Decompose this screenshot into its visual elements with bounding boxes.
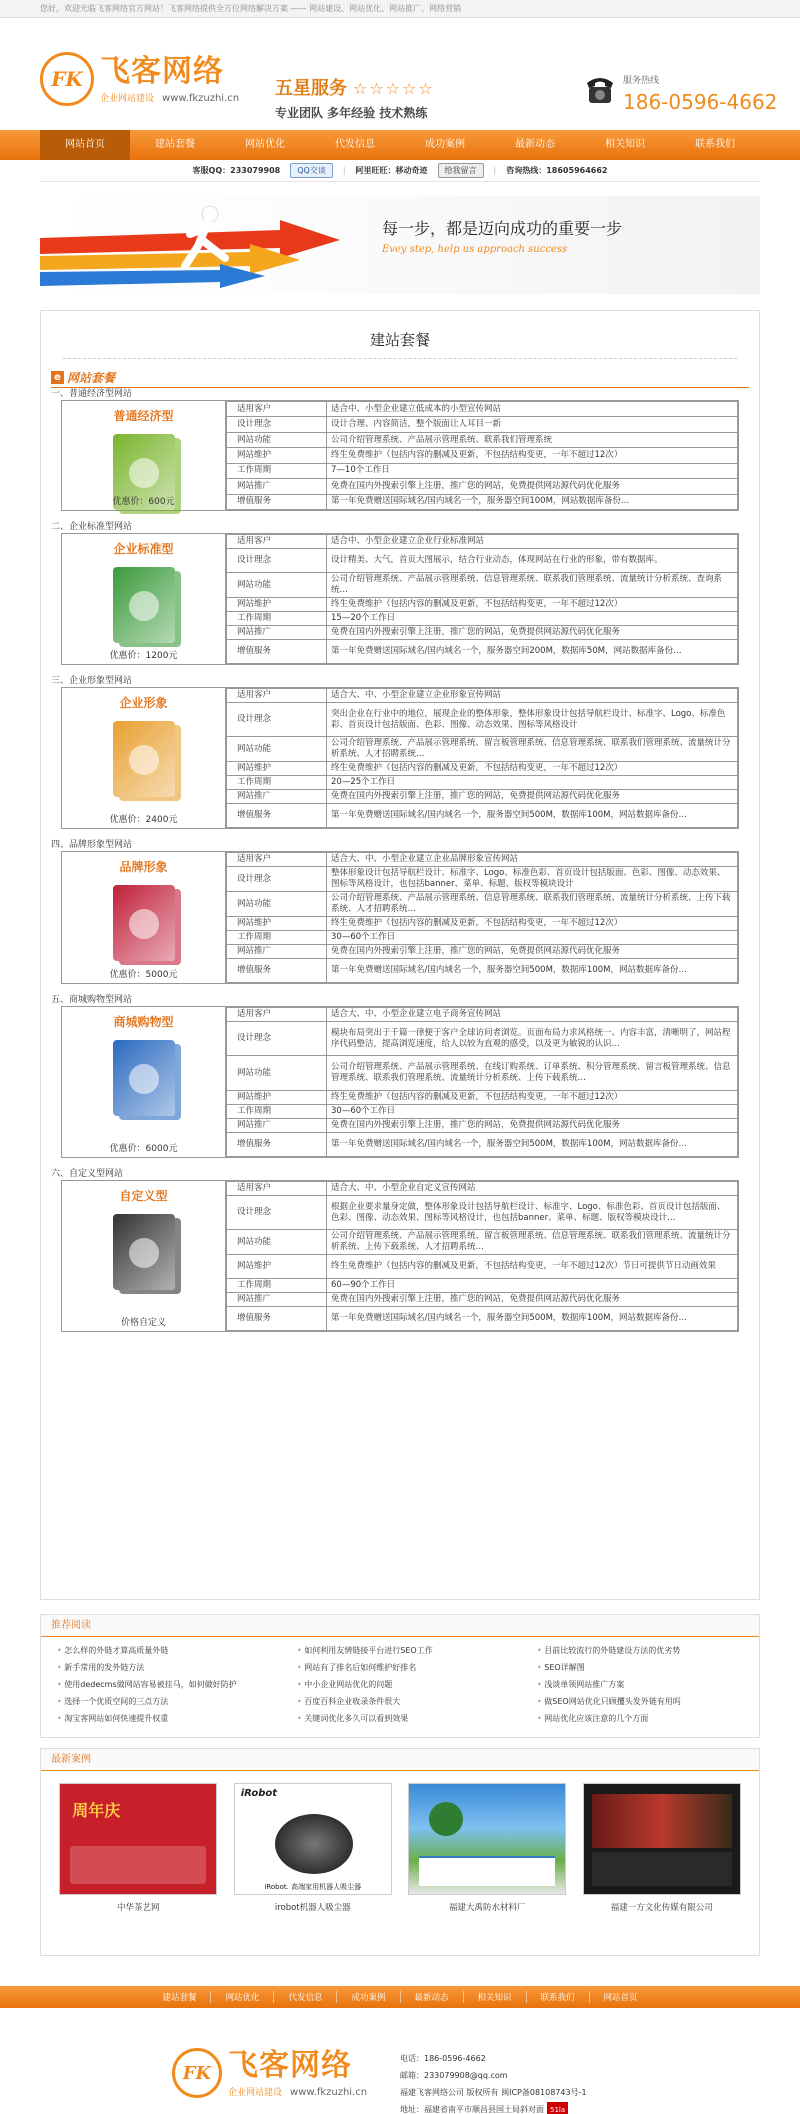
case-name[interactable]: 福建大禹防水材料厂 [448,1903,526,1913]
package-name: 企业形象 [119,696,168,710]
footer-nav-link[interactable]: 相关知识 [464,1991,527,2003]
table-row [227,448,738,463]
table-row [227,689,738,703]
package-price: 优惠价：6000元 [109,1144,178,1154]
spec-value: 适合大、中、小型企业自定义宣传网站 [327,1182,738,1196]
spec-key: 网站维护 [227,1255,327,1279]
spec-key: 适用客户 [227,1008,327,1022]
package-spec-table [226,401,738,510]
table-row [227,1230,738,1255]
table-row [227,1008,738,1022]
spec-value: 终生免费维护（包括内容的删减及更新，不包括结构变更，一年不超过12次） [327,448,738,463]
package-price: 优惠价：600元 [112,497,175,507]
table-row [227,917,738,931]
table-row [227,598,738,612]
table-row [227,1133,738,1157]
table-row [227,1196,738,1230]
case-thumb-caption: iRobot. 高端家用机器人吸尘器 [264,1883,362,1891]
spec-value: 终生免费维护（包括内容的删减及更新，不包括结构变更，一年不超过12次） [327,598,738,612]
footer-nav-link[interactable]: 最新动态 [401,1991,464,2003]
spec-value: 终生免费维护（包括内容的删减及更新，不包括结构变更，一年不超过12次） [327,917,738,931]
logo-url: www.fkzuzhi.cn [162,92,240,104]
package-block [51,521,749,665]
leave-message-button[interactable]: 给我留言 [438,163,484,178]
spec-key: 网站维护 [227,917,327,931]
spec-value: 公司介绍管理系统、产品展示管理系统、在线订购系统、订单系统、积分管理系统、留言板管理系统、信息管理系统、联系我们管理系统、流量统计分析系统、上传下载系统… [327,1056,738,1091]
case-name[interactable]: 福建一方文化传媒有限公司 [610,1903,713,1913]
slogan-sub: 专业团队 多年经验 技术熟练 [275,106,428,120]
spec-value: 7—10个工作日 [327,463,738,478]
nav-knowledge[interactable]: 相关知识 [605,139,645,150]
section-heading [51,369,749,386]
spec-value: 终生免费维护（包括内容的删减及更新，不包括结构变更，一年不超过12次） [327,1091,738,1105]
footer-info [400,2050,587,2114]
spec-value: 免费在国内外搜索引擎上注册，推广您的网站，免费提供网站源代码优化服务 [327,1293,738,1307]
table-row [227,892,738,917]
spec-key: 设计理念 [227,703,327,737]
table-row [227,1255,738,1279]
package-spec-table [226,534,738,664]
table-row [227,1293,738,1307]
spec-key: 网站功能 [227,1056,327,1091]
consult-tel: 咨询热线：18605964662 [506,166,608,175]
footer-logo-sub: 企业网站建设 [228,2087,283,2098]
footer-nav-link[interactable]: 代发信息 [274,1991,337,2003]
footer-nav-link[interactable]: 建站套餐 [148,1991,211,2003]
reading-link[interactable]: • SEO详解图 [537,1660,767,1676]
package-price: 优惠价：2400元 [109,815,178,825]
spec-key: 网站功能 [227,892,327,917]
package-card[interactable] [62,401,226,510]
spec-value: 第一年免费赠送国际域名/国内域名一个，服务器空间500M，数据库100M，网站数据库备份… [327,959,738,983]
package-spec-table [226,1181,738,1331]
spec-value: 公司介绍管理系统、产品展示管理系统、信息管理系统、联系我们管理系统、流量统计分析系统、上传下载系统、人才招聘系统… [327,892,738,917]
telephone-icon [585,73,615,105]
nav-cases[interactable]: 成功案例 [425,139,465,150]
spec-key: 增值服务 [227,804,327,828]
spec-value: 免费在国内外搜索引擎上注册，推广您的网站，免费提供网站源代码优化服务 [327,626,738,640]
table-row [227,1182,738,1196]
package-heading: 三、企业形象型网站 [51,676,133,686]
main-nav [0,130,800,160]
package-price: 优惠价：1200元 [109,651,178,661]
spec-value: 30—60个工作日 [327,931,738,945]
logo-mark: FK [40,52,94,106]
spec-value: 设计精美、大气，首页大图展示，结合行业动态，体现网站在行业的形象，带有数据库。 [327,549,738,573]
stats-badge[interactable]: 51la [547,2102,568,2114]
rating-stars: ☆☆☆☆☆ [353,79,435,98]
table-row [227,959,738,983]
spec-key: 工作周期 [227,463,327,478]
nav-seo[interactable]: 网站优化 [245,139,285,150]
reading-link[interactable]: • 网站有了排名后如何维护好排名 [297,1660,537,1676]
table-row [227,612,738,626]
spec-key: 增值服务 [227,959,327,983]
nav-contact[interactable]: 联系我们 [695,139,735,150]
spec-key: 网站维护 [227,1091,327,1105]
software-box-icon [113,721,175,797]
spec-value: 适合大、中、小型企业建立电子商务宣传网站 [327,1008,738,1022]
package-heading: 六、自定义型网站 [51,1169,124,1179]
case-item[interactable] [408,1783,566,1913]
spec-key: 设计理念 [227,417,327,432]
table-row [227,494,738,509]
spec-value: 20—25个工作日 [327,776,738,790]
latest-cases [40,1748,760,1956]
spec-value: 公司介绍管理系统、产品展示管理系统、联系我们管理系统 [327,432,738,447]
package-card[interactable] [62,1007,226,1157]
nav-posting[interactable]: 代发信息 [335,139,375,150]
reading-link[interactable]: • 浅谈单领网站推广方案 [537,1677,767,1693]
spec-key: 网站维护 [227,598,327,612]
package-block [51,994,749,1158]
banner-arrows-graphic [40,196,370,294]
spec-key: 适用客户 [227,535,327,549]
software-box-icon [113,1214,175,1290]
spec-value: 30—60个工作日 [327,1105,738,1119]
spec-value: 设计合理、内容简洁，整个版面让人耳目一新 [327,417,738,432]
spec-value: 免费在国内外搜索引擎上注册，推广您的网站，免费提供网站源代码优化服务 [327,479,738,494]
spec-value: 第一年免费赠送国际域名/国内域名一个，服务器空间500M，数据库100M，网站数据库备份… [327,1307,738,1331]
package-name: 商城购物型 [113,1015,174,1029]
spec-value: 适合大、中、小型企业建立企业形象宣传网站 [327,689,738,703]
package-block [51,839,749,984]
slogan-title: 五星服务 [275,78,347,99]
package-name: 自定义型 [119,1189,168,1203]
table-row [227,432,738,447]
spec-key: 设计理念 [227,1196,327,1230]
table-row [227,867,738,892]
spec-value: 公司介绍管理系统、产品展示管理系统、留言板管理系统、信息管理系统、联系我们管理系统、流量统计分析系统、人才招聘系统… [327,737,738,762]
spec-value: 15—20个工作日 [327,612,738,626]
spec-value: 整体形象设计包括导航栏设计、标准字、Logo、标准色彩、首页设计包括版面、色彩、图像、动态效果、图标等风格设计，也包括banner、菜单、标题、版权等模块设计 [327,867,738,892]
logo-sub: 企业网站建设 [100,93,155,104]
spec-key: 设计理念 [227,549,327,573]
package-list [51,388,749,1332]
site-logo[interactable] [40,52,239,106]
spec-key: 适用客户 [227,402,327,417]
reading-link[interactable]: • 目前比较流行的外链建设方法的优劣势 [537,1643,767,1659]
spec-value: 根据企业要求量身定做，整体形象设计包括导航栏设计、标准字、Logo、标准色彩、首页设计包括版面、色彩、图像、动态效果、图标等风格设计，也包括banner、菜单、标题、版权等模块设计… [327,1196,738,1230]
reading-list [41,1637,759,1727]
nav-home[interactable]: 网站首页 [40,130,130,160]
footer-nav [0,1986,800,2008]
spec-key: 网站功能 [227,737,327,762]
reading-link[interactable]: • 中小企业网站优化的问题 [297,1677,537,1693]
footer-logo-mark: FK [172,2048,222,2098]
spec-key: 适用客户 [227,689,327,703]
footer-email: 邮箱：233079908@qq.com [400,2071,508,2080]
section-e-icon: e [51,371,64,384]
footer-logo[interactable] [172,2048,367,2098]
footer-address: 地址：福建省南平市顺昌县国土局斜对面 [400,2105,544,2114]
spec-key: 工作周期 [227,776,327,790]
footer-nav-link[interactable]: 网站首页 [603,1993,638,2003]
table-row [227,640,738,664]
package-heading: 一、普通经济型网站 [51,389,133,399]
spec-value: 第一年免费赠送国际域名/国内域名一个，服务器空间100M，网站数据库备份… [327,494,738,509]
package-card[interactable] [62,852,226,983]
table-row [227,931,738,945]
spec-key: 网站推广 [227,790,327,804]
table-row [227,703,738,737]
footer-logo-url: www.fkzuzhi.cn [290,2086,368,2098]
spec-key: 设计理念 [227,1022,327,1056]
banner-title: 每一步，都是迈向成功的重要一步 [382,219,623,238]
spec-key: 网站推广 [227,1119,327,1133]
hotline [585,73,777,114]
hotline-number: 186-0596-4662 [623,90,778,114]
spec-key: 网站功能 [227,573,327,598]
page-title: 建站套餐 [63,311,737,359]
package-price: 优惠价：5000元 [109,970,178,980]
table-row [227,402,738,417]
table-row [227,417,738,432]
spec-key: 增值服务 [227,1133,327,1157]
spec-value: 第一年免费赠送国际域名/国内域名一个，服务器空间500M，数据库100M，网站数据库备份… [327,1133,738,1157]
case-thumbnail[interactable] [59,1783,217,1895]
package-spec-table [226,688,738,828]
spec-value: 公司介绍管理系统、产品展示管理系统、信息管理系统、联系我们管理系统、流量统计分析系统、查询系统… [327,573,738,598]
site-footer [0,2008,800,2114]
reading-link[interactable]: • 百度百科企业收录条件很大 [297,1694,537,1710]
spec-value: 第一年免费赠送国际域名/国内域名一个，服务器空间500M，数据库100M，网站数据库备份… [327,804,738,828]
spec-key: 设计理念 [227,867,327,892]
package-block [51,388,749,511]
spec-key: 网站功能 [227,432,327,447]
spec-key: 增值服务 [227,494,327,509]
package-spec-table [226,852,738,983]
spec-key: 工作周期 [227,612,327,626]
cases-title: 最新案例 [41,1749,759,1771]
case-thumbnail[interactable] [583,1783,741,1895]
spec-value: 突出企业在行业中的地位，展现企业的整体形象，整体形象设计包括导航栏设计、标准字、Logo、标准色彩、首页设计包括版面、色彩、图像、动态效果、图标等风格设计 [327,703,738,737]
banner [40,196,760,294]
table-row [227,1279,738,1293]
table-row [227,626,738,640]
spec-key: 网站推广 [227,945,327,959]
spec-value: 适合大、中、小型企业建立企业品牌形象宣传网站 [327,853,738,867]
package-name: 企业标准型 [113,542,174,556]
reading-link[interactable]: • 使用dedecms做网站容易被挂马，如何做好防护 [57,1677,297,1693]
spec-key: 增值服务 [227,1307,327,1331]
nav-packages[interactable]: 建站套餐 [155,139,195,150]
spec-value: 终生免费维护（包括内容的删减及更新，不包括结构变更，一年不超过12次）节日可提供节日动画效果 [327,1255,738,1279]
hotline-label: 服务热线 [623,76,660,86]
case-name[interactable]: irobot机器人吸尘器 [274,1903,351,1913]
recommended-reading [40,1614,760,1738]
spec-value: 免费在国内外搜索引擎上注册，推广您的网站，免费提供网站源代码优化服务 [327,1119,738,1133]
qq-label: 客服QQ：233079908 [192,166,281,175]
table-row [227,776,738,790]
site-header [0,18,800,130]
footer-company: 福建飞客网络公司 版权所有 闽ICP备08108743号-1 [400,2088,587,2097]
banner-subtitle: Evey step, help us approach success [382,244,568,255]
table-row [227,573,738,598]
spec-value: 公司介绍管理系统、产品展示管理系统、留言板管理系统、信息管理系统、联系我们管理系统、流量统计分析系统、上传下载系统、人才招聘系统… [327,1230,738,1255]
table-row [227,945,738,959]
spec-key: 网站推广 [227,626,327,640]
table-row [227,479,738,494]
package-price: 价格自定义 [120,1318,166,1328]
table-row [227,1056,738,1091]
reading-link[interactable]: • 选择一个优质空间的三点方法 [57,1694,297,1710]
spec-value: 免费在国内外搜索引擎上注册，推广您的网站，免费提供网站源代码优化服务 [327,945,738,959]
spec-key: 网站功能 [227,1230,327,1255]
table-row [227,1307,738,1331]
footer-logo-name: 飞客网络 [228,2047,352,2083]
slogan [275,74,435,121]
table-row [227,1091,738,1105]
qq-chat-button[interactable]: QQ交谈 [290,163,333,178]
logo-name: 飞客网络 [100,53,224,89]
reading-link[interactable]: • 怎么样的外链才算高质量外链 [57,1643,297,1659]
spec-value: 模块布局突出于千篇一律便于客户全球访问者浏览。页面布局力求风格统一、内容丰富，清晰明了，网站程序代码整洁，提高浏览速度，给人以较为直观的感受，以及更为敏锐的认识… [327,1022,738,1056]
software-box-icon [113,1040,175,1116]
spec-key: 增值服务 [227,640,327,664]
case-thumbnail[interactable] [234,1783,392,1895]
package-card[interactable] [62,534,226,664]
contact-bar: 客服QQ：233079908 QQ交谈 | 阿里旺旺：移动奇迹 给我留言 | 咨询热线：18605964662 [40,160,760,182]
spec-key: 网站维护 [227,762,327,776]
spec-key: 网站推广 [227,479,327,494]
software-box-icon [113,885,175,961]
footer-nav-link[interactable]: 网站优化 [211,1991,274,2003]
table-row [227,463,738,478]
spec-value: 60—90个工作日 [327,1279,738,1293]
spec-key: 工作周期 [227,1279,327,1293]
reading-link[interactable]: • 做SEO网站优化只顾攫头发外链有用吗 [537,1694,767,1710]
table-row [227,549,738,573]
reading-link[interactable]: • 如何利用友情链接平台进行SEO工作 [297,1643,537,1659]
spec-key: 适用客户 [227,853,327,867]
reading-link[interactable]: • 网站优化应该注意的几个方面 [537,1711,767,1727]
reading-link[interactable]: • 新手常用的发外链方法 [57,1660,297,1676]
table-row [227,737,738,762]
package-block [51,675,749,829]
spec-value: 免费在国内外搜索引擎上注册，推广您的网站，免费提供网站源代码优化服务 [327,790,738,804]
package-block [51,1168,749,1332]
table-row [227,790,738,804]
package-heading: 四、品牌形象型网站 [51,840,133,850]
spec-value: 适合中、小型企业建立低成本的小型宣传网站 [327,402,738,417]
package-spec-table [226,1007,738,1157]
package-name: 品牌形象 [119,860,168,874]
case-thumbnail[interactable] [408,1783,566,1895]
spec-value: 第一年免费赠送国际域名/国内域名一个，服务器空间200M，数据库50M，网站数据库备份… [327,640,738,664]
table-row [227,762,738,776]
spec-key: 网站推广 [227,1293,327,1307]
spec-key: 适用客户 [227,1182,327,1196]
case-item[interactable] [234,1783,392,1913]
table-row [227,1105,738,1119]
package-name: 普通经济型 [113,409,174,423]
reading-title: 推荐阅读 [41,1615,759,1637]
table-row [227,535,738,549]
case-thumb-brand: iRobot [240,1788,278,1799]
package-card[interactable] [62,1181,226,1331]
footer-nav-link[interactable]: 成功案例 [337,1991,400,2003]
spec-key: 工作周期 [227,1105,327,1119]
case-item[interactable] [59,1783,217,1913]
spec-value: 适合中、小型企业建立企业行业标准网站 [327,535,738,549]
table-row [227,853,738,867]
package-heading: 二、企业标准型网站 [51,522,133,532]
footer-nav-link[interactable]: 联系我们 [527,1991,590,2003]
top-welcome-bar: 您好，欢迎光临飞客网络官方网站！飞客网络提供全方位网络解决方案 —— 网站建设、网站优化、网站推广、网络营销 [0,0,800,18]
reading-link[interactable]: • 关键词优化多久可以看到效果 [297,1711,537,1727]
table-row [227,804,738,828]
software-box-icon [113,567,175,643]
table-row [227,1119,738,1133]
spec-value: 终生免费维护（包括内容的删减及更新，不包括结构变更，一年不超过12次） [327,762,738,776]
package-card[interactable] [62,688,226,828]
package-heading: 五、商城购物型网站 [51,995,133,1005]
section-title: 网站套餐 [67,371,116,385]
reading-link[interactable]: • 淘宝客网站如何快速提升权重 [57,1711,297,1727]
wangwang-label: 阿里旺旺：移动奇迹 [355,166,428,175]
spec-key: 网站维护 [227,448,327,463]
case-item[interactable] [583,1783,741,1913]
footer-tel: 电话：186-0596-4662 [400,2054,486,2063]
case-thumb-caption: 周年庆 [72,1801,121,1820]
table-row [227,1022,738,1056]
packages-panel [40,310,760,1600]
nav-news[interactable]: 最新动态 [515,139,555,150]
case-name[interactable]: 中华茶艺网 [116,1903,160,1913]
spec-key: 工作周期 [227,931,327,945]
